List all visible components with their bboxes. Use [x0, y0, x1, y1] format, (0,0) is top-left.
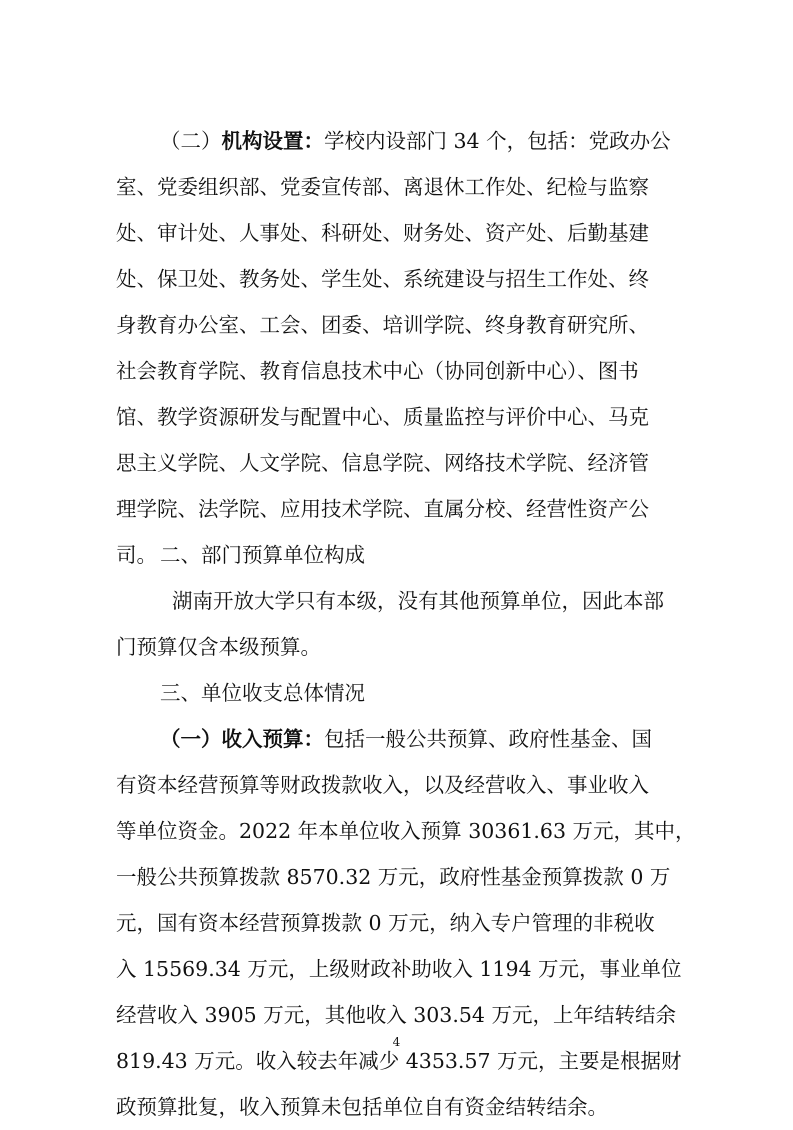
text-line: 有资本经营预算等财政拨款收入，以及经营收入、事业收入 — [116, 773, 649, 797]
text-line: 入 15569.34 万元，上级财政补助收入 1194 万元，事业单位 — [116, 957, 682, 981]
section-org-heading: 机构设置： — [221, 129, 324, 153]
text-line: 处、审计处、人事处、科研处、财务处、资产处、后勤基建 — [116, 221, 649, 245]
text-line: 一般公共预算拨款 8570.32 万元，政府性基金预算拨款 0 万 — [116, 865, 671, 889]
page-number: 4 — [392, 1035, 401, 1049]
text-line: 身教育办公室、工会、团委、培训学院、终身教育研究所、 — [116, 313, 649, 337]
section3-line1-text: 包括一般公共预算、政府性基金、国 — [324, 727, 652, 751]
text-line: 馆、教学资源研发与配置中心、质量监控与评价中心、马克 — [116, 405, 649, 429]
section3-paragraph — [116, 670, 696, 1130]
section3-heading: 三、单位收支总体情况 — [160, 681, 365, 705]
text-line: 室、党委组织部、党委宣传部、离退休工作处、纪检与监察 — [116, 175, 649, 199]
text-line: 思主义学院、人文学院、信息学院、网络技术学院、经济管 — [116, 451, 649, 475]
section-org-first-line — [116, 118, 686, 164]
text-line: 元，国有资本经营预算拨款 0 万元，纳入专户管理的非税收 — [116, 911, 655, 935]
text-line: 政预算批复，收入预算未包括单位自有资金结转结余。 — [116, 1095, 608, 1119]
section-org-paragraph — [116, 118, 686, 578]
text-line: 湖南开放大学只有本级，没有其他预算单位，因此本部 — [172, 589, 664, 613]
text-line: 等单位资金。2022 年本单位收入预算 30361.63 万元，其中， — [116, 819, 696, 843]
section2-paragraph — [116, 532, 686, 670]
section3-first-line — [116, 716, 686, 762]
text-line: 819.43 万元。收入较去年减少 4353.57 万元，主要是根据财 — [116, 1049, 682, 1073]
text-line: 经营收入 3905 万元，其他收入 303.54 万元，上年结转结余 — [116, 1003, 676, 1027]
text-line: 司。 — [116, 543, 157, 567]
section-org-line1-text: 学校内设部门 34 个，包括：党政办公 — [324, 129, 671, 153]
text-line: 理学院、法学院、应用技术学院、直属分校、经营性资产公 — [116, 497, 649, 521]
text-line: 处、保卫处、教务处、学生处、系统建设与招生工作处、终 — [116, 267, 649, 291]
section2-heading: 二、部门预算单位构成 — [160, 543, 365, 567]
text-line: 门预算仅含本级预算。 — [116, 635, 321, 659]
section-org-lead: （二） — [160, 129, 222, 153]
text-line: 社会教育学院、教育信息技术中心（协同创新中心）、图书 — [116, 359, 639, 383]
section3-sub-heading: （一）收入预算： — [160, 727, 324, 751]
